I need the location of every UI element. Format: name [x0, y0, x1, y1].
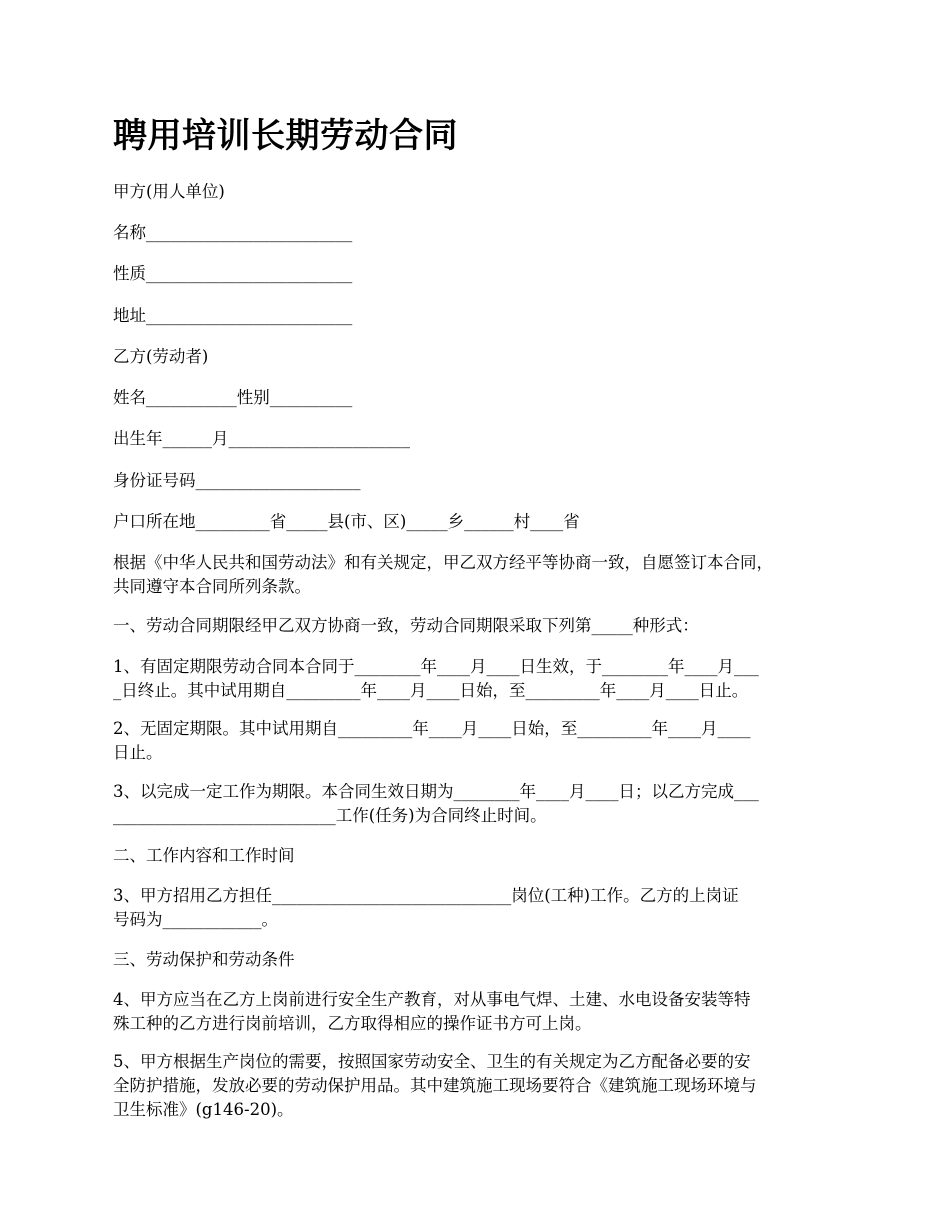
paragraph — [113, 221, 352, 245]
paragraph — [113, 988, 751, 1036]
text-line: 全防护措施，发放必要的劳动保护用品。其中建筑施工现场要符合《建筑施工现场环境与 — [113, 1076, 757, 1095]
text-line: 出生年______月______________________ — [113, 429, 410, 448]
text-line: 日止。 — [113, 743, 163, 762]
paragraph — [113, 510, 580, 534]
section-heading — [113, 844, 295, 868]
text-line: _日终止。其中试用期自_________年____月____日始，至_________年____月____日止。 — [113, 681, 749, 700]
paragraph — [113, 780, 759, 828]
paragraph — [113, 717, 751, 765]
paragraph — [113, 1050, 757, 1122]
text-line: 一、劳动合同期限经甲乙双方协商一致，劳动合同期限采取下列第_____种形式： — [113, 616, 699, 635]
paragraph — [113, 345, 208, 369]
text-line: 5、甲方根据生产岗位的需要，按照国家劳动安全、卫生的有关规定为乙方配备必要的安 — [113, 1052, 751, 1071]
paragraph — [113, 614, 699, 638]
section-heading — [113, 948, 295, 972]
text-line: 1、有固定期限劳动合同本合同于________年____月____日生效，于________年____月___ — [113, 657, 759, 676]
text-line: 乙方(劳动者) — [113, 347, 209, 366]
text-line: 2、无固定期限。其中试用期自_________年____月____日始，至_________年____月____ — [113, 719, 751, 738]
text-line: 3、以完成一定工作为期限。本合同生效日期为________年____月____日；以乙方完成___ — [113, 782, 759, 801]
paragraph — [113, 884, 739, 932]
text-line: 名称_________________________ — [113, 223, 353, 242]
paragraph — [113, 655, 759, 703]
text-line: 共同遵守本合同所列条款。 — [113, 577, 311, 596]
paragraph — [113, 304, 352, 328]
paragraph — [113, 551, 773, 599]
text-line: 甲方(用人单位) — [113, 182, 225, 201]
text-line: 卫生标准》(g146-20)。 — [113, 1100, 294, 1119]
text-line: 号码为____________。 — [113, 910, 278, 929]
paragraph — [113, 427, 410, 451]
paragraph — [113, 262, 352, 286]
paragraph — [113, 180, 225, 204]
text-line: 性质_________________________ — [113, 264, 353, 283]
text-line: 地址_________________________ — [113, 306, 353, 325]
document-title: 聘用培训长期劳动合同 — [113, 116, 458, 156]
paragraph — [113, 469, 361, 493]
text-line: ___________________________工作(任务)为合同终止时间。 — [113, 806, 547, 825]
text-line: 身份证号码____________________ — [113, 471, 361, 490]
text-line: 3、甲方招用乙方担任_____________________________岗位(工种)工作。乙方的上岗证 — [113, 886, 739, 905]
paragraph — [113, 386, 352, 410]
text-line: 户口所在地_________省_____县(市、区)_____乡______村____省 — [113, 512, 580, 531]
text-line: 殊工种的乙方进行岗前培训，乙方取得相应的操作证书方可上岗。 — [113, 1014, 592, 1033]
text-line: 4、甲方应当在乙方上岗前进行安全生产教育，对从事电气焊、土建、水电设备安装等特 — [113, 990, 751, 1009]
text-line: 二、工作内容和工作时间 — [113, 846, 295, 865]
text-line: 三、劳动保护和劳动条件 — [113, 950, 295, 969]
text-line: 根据《中华人民共和国劳动法》和有关规定，甲乙双方经平等协商一致，自愿签订本合同， — [113, 553, 773, 572]
text-line: 姓名___________性别__________ — [113, 388, 353, 407]
